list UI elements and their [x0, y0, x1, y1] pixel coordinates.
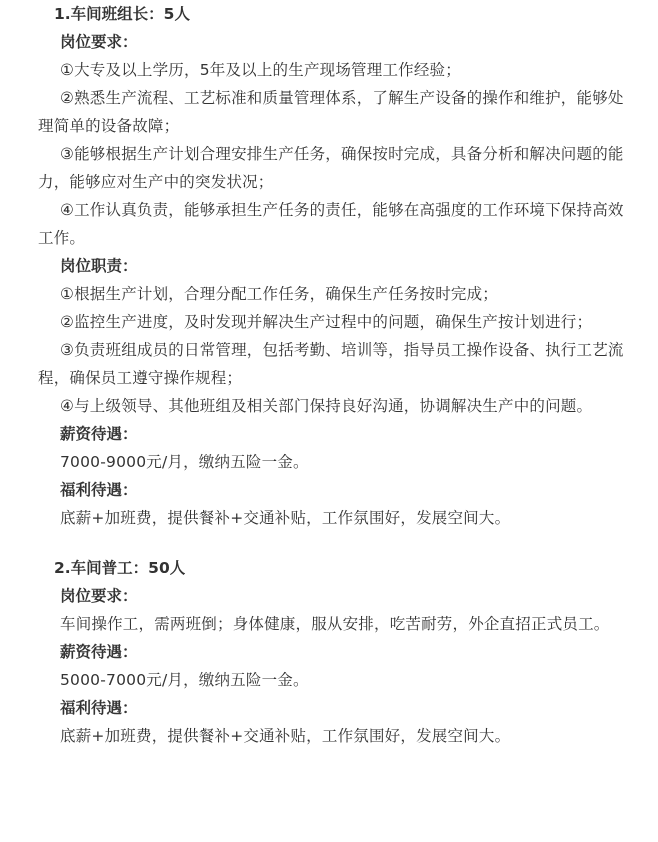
duties-label: 岗位职责： — [60, 257, 138, 275]
requirement-item: ④工作认真负责，能够承担生产任务的责任，能够在高强度的工作环境下保持高效工作。 — [38, 201, 624, 247]
duty-item: ④与上级领导、其他班组及相关部门保持良好沟通，协调解决生产中的问题。 — [60, 397, 593, 415]
benefits-text: 底薪+加班费，提供餐补+交通补贴，工作氛围好，发展空间大。 — [60, 509, 511, 527]
duty-item: ②监控生产进度，及时发现并解决生产过程中的问题，确保生产按计划进行； — [60, 313, 593, 331]
section-divider-space — [38, 532, 632, 554]
requirements-label: 岗位要求： — [60, 587, 138, 605]
salary-label: 薪资待遇： — [60, 425, 138, 443]
salary-text: 7000-9000元/月，缴纳五险一金。 — [60, 453, 309, 471]
duty-item: ③负责班组成员的日常管理，包括考勤、培训等，指导员工操作设备、执行工艺流程，确保员工遵守操作规程； — [38, 341, 624, 387]
requirement-item: ③能够根据生产计划合理安排生产任务，确保按时完成，具备分析和解决问题的能力，能够应对生产中的突发状况； — [38, 145, 624, 191]
benefits-label: 福利待遇： — [60, 699, 138, 717]
requirement-item: ①大专及以上学历，5年及以上的生产现场管理工作经验； — [60, 61, 461, 79]
salary-text: 5000-7000元/月，缴纳五险一金。 — [60, 671, 309, 689]
requirement-item: ②熟悉生产流程、工艺标准和质量管理体系，了解生产设备的操作和维护，能够处理简单的设备故障； — [38, 89, 624, 135]
salary-label: 薪资待遇： — [60, 643, 138, 661]
benefits-text: 底薪+加班费，提供餐补+交通补贴，工作氛围好，发展空间大。 — [60, 727, 511, 745]
benefits-label: 福利待遇： — [60, 481, 138, 499]
job-title: 2.车间普工：50人 — [54, 559, 186, 577]
job-2 — [38, 554, 632, 750]
job-1 — [38, 0, 632, 532]
job-title: 1.车间班组长：5人 — [54, 5, 190, 23]
requirement-item: 车间操作工，需两班倒；身体健康，服从安排，吃苦耐劳，外企直招正式员工。 — [60, 615, 610, 633]
duty-item: ①根据生产计划，合理分配工作任务，确保生产任务按时完成； — [60, 285, 498, 303]
requirements-label: 岗位要求： — [60, 33, 138, 51]
